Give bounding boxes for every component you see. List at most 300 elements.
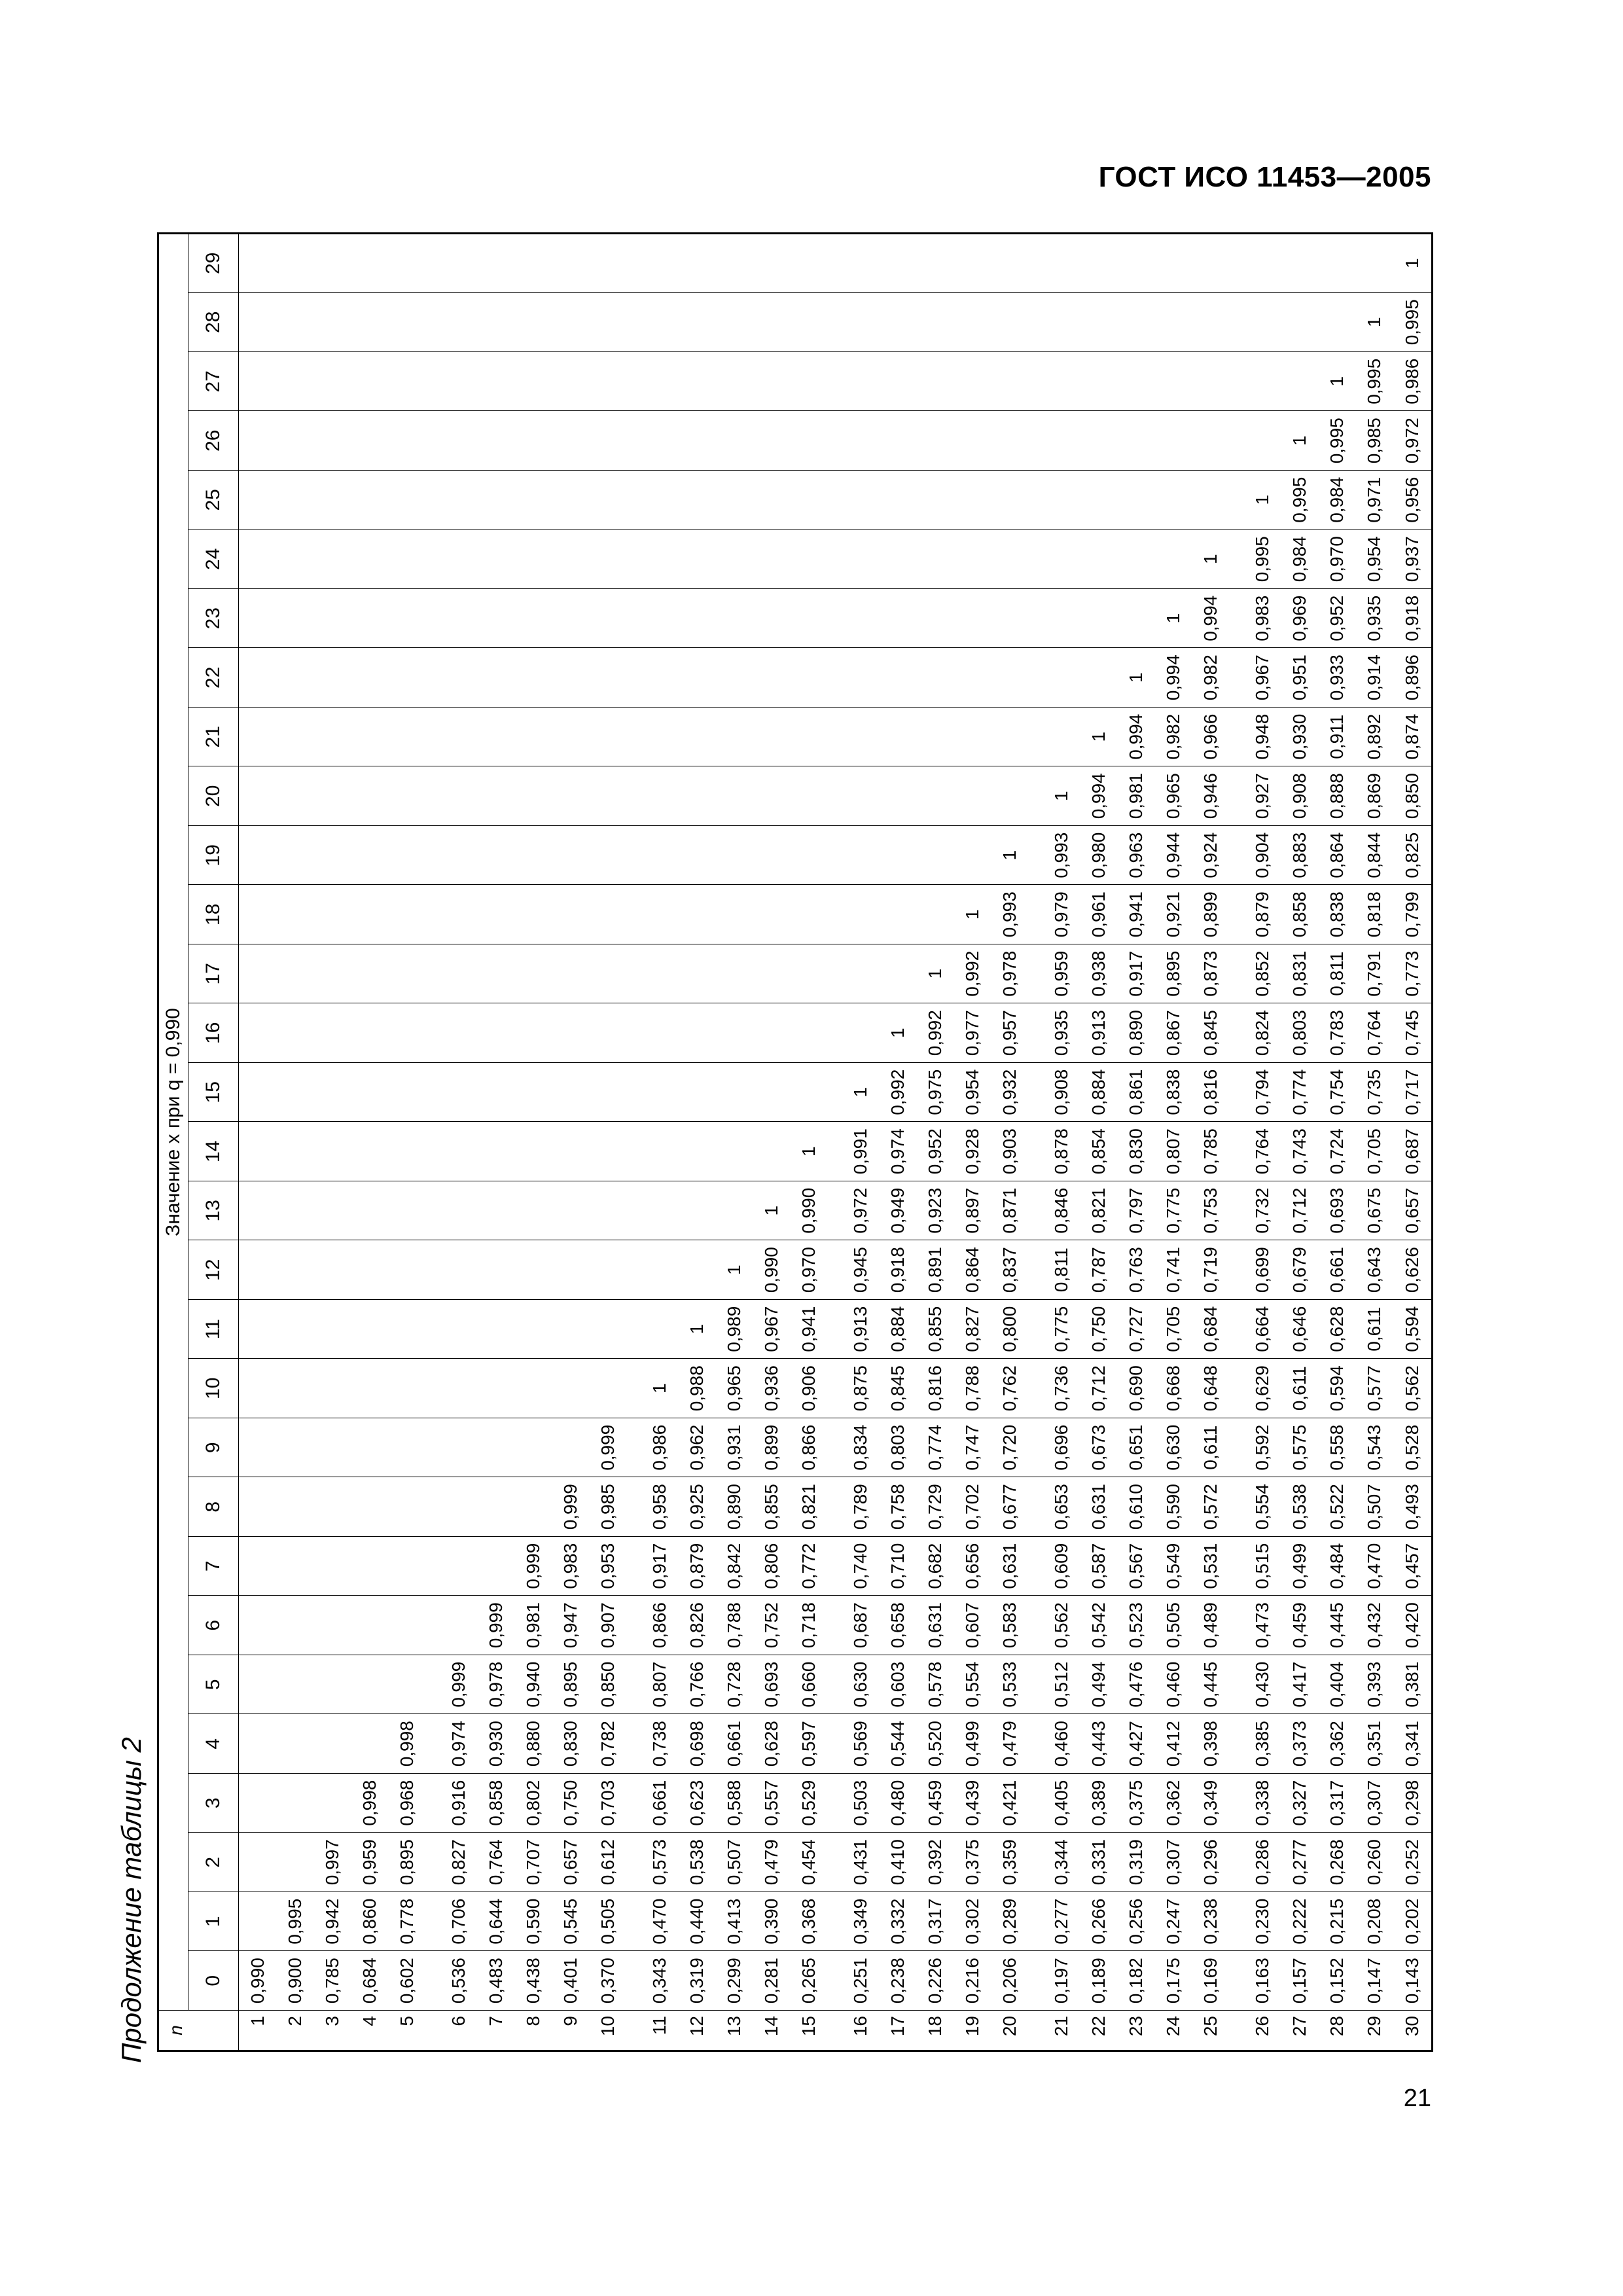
value-cell: 0,933	[1318, 648, 1355, 708]
value-cell	[954, 648, 991, 708]
value-cell	[879, 766, 916, 826]
table-row	[276, 234, 313, 2051]
value-cell: 0,937	[1393, 529, 1432, 589]
value-cell	[879, 589, 916, 649]
value-cell	[715, 1181, 753, 1241]
value-cell: 0,978	[991, 944, 1028, 1004]
value-cell	[916, 708, 954, 767]
quantile-table	[157, 232, 1433, 2052]
value-cell	[351, 471, 388, 530]
value-cell: 0,998	[388, 1714, 425, 1774]
value-cell: 0,479	[753, 1833, 790, 1892]
value-cell: 0,845	[1192, 1003, 1229, 1063]
value-cell	[351, 1240, 388, 1300]
value-cell	[276, 1181, 313, 1241]
value-cell: 1	[1318, 352, 1355, 412]
value-cell	[388, 648, 425, 708]
row-n-cell: 15	[790, 2011, 827, 2051]
value-cell: 1	[1080, 708, 1117, 767]
column-header-k: 17	[188, 944, 239, 1004]
value-cell: 0,677	[991, 1477, 1028, 1537]
value-cell	[641, 944, 678, 1004]
value-cell	[477, 411, 514, 471]
value-cell	[440, 766, 477, 826]
table-row	[678, 234, 715, 2051]
value-cell	[916, 352, 954, 412]
value-cell: 0,974	[440, 1714, 477, 1774]
value-cell	[954, 529, 991, 589]
table-row	[388, 234, 425, 2051]
value-cell	[641, 648, 678, 708]
value-cell	[589, 234, 626, 293]
value-cell: 0,630	[1154, 1418, 1192, 1478]
value-cell	[388, 1477, 425, 1537]
value-cell	[388, 944, 425, 1004]
value-cell	[753, 234, 790, 293]
value-cell: 0,999	[589, 1418, 626, 1478]
value-cell	[388, 1181, 425, 1241]
column-header-k: 12	[188, 1240, 239, 1300]
value-cell: 0,569	[842, 1714, 879, 1774]
table-row	[552, 234, 589, 2051]
value-cell	[313, 471, 351, 530]
value-cell	[239, 1537, 277, 1596]
value-cell: 0,999	[552, 1477, 589, 1537]
value-cell: 0,507	[715, 1833, 753, 1892]
value-cell	[1043, 529, 1080, 589]
value-cell	[589, 648, 626, 708]
value-cell: 1	[991, 826, 1028, 886]
value-cell: 0,878	[1043, 1122, 1080, 1181]
column-header-k: 14	[188, 1122, 239, 1181]
column-header-k: 27	[188, 352, 239, 412]
value-cell	[589, 352, 626, 412]
value-cell: 0,375	[1117, 1774, 1154, 1833]
value-cell	[388, 471, 425, 530]
row-n-cell: 5	[388, 2011, 425, 2051]
value-cell: 0,684	[1192, 1300, 1229, 1359]
value-cell	[440, 1122, 477, 1181]
value-cell: 0,977	[954, 1003, 991, 1063]
value-cell: 0,717	[1393, 1063, 1432, 1122]
value-cell: 0,594	[1393, 1300, 1432, 1359]
value-cell: 0,825	[1393, 826, 1432, 886]
value-cell: 0,811	[1043, 1240, 1080, 1300]
value-cell	[313, 944, 351, 1004]
value-cell: 0,972	[1393, 411, 1432, 471]
value-cell: 0,307	[1154, 1833, 1192, 1892]
value-cell	[589, 411, 626, 471]
value-cell: 0,577	[1355, 1359, 1393, 1418]
value-cell	[552, 885, 589, 944]
value-cell	[589, 1240, 626, 1300]
value-cell: 0,741	[1154, 1240, 1192, 1300]
value-cell: 0,816	[916, 1359, 954, 1418]
value-cell	[477, 1181, 514, 1241]
row-n-cell: 16	[842, 2011, 879, 2051]
value-cell	[477, 944, 514, 1004]
value-cell	[954, 352, 991, 412]
value-cell: 0,281	[753, 1951, 790, 2011]
value-cell: 0,753	[1192, 1181, 1229, 1241]
value-cell: 0,299	[715, 1951, 753, 2011]
value-cell: 0,362	[1318, 1714, 1355, 1774]
table-row	[842, 234, 879, 2051]
value-cell: 0,331	[1080, 1833, 1117, 1892]
value-cell: 0,785	[313, 1951, 351, 2011]
value-cell: 0,974	[879, 1122, 916, 1181]
value-cell: 0,995	[276, 1892, 313, 1952]
table-row	[753, 234, 790, 2051]
value-cell: 0,457	[1393, 1537, 1432, 1596]
value-cell: 0,890	[1117, 1003, 1154, 1063]
value-cell	[1355, 234, 1393, 293]
value-cell: 0,774	[916, 1418, 954, 1478]
value-cell: 0,216	[954, 1951, 991, 2011]
value-cell: 0,298	[1393, 1774, 1432, 1833]
value-cell	[916, 648, 954, 708]
value-cell: 0,981	[1117, 766, 1154, 826]
value-cell	[440, 1181, 477, 1241]
value-cell	[440, 1003, 477, 1063]
value-cell: 0,995	[1318, 411, 1355, 471]
value-cell: 0,789	[842, 1477, 879, 1537]
value-cell	[313, 1240, 351, 1300]
value-cell	[589, 885, 626, 944]
row-n-cell: 29	[1355, 2011, 1393, 2051]
value-cell	[589, 1300, 626, 1359]
value-cell	[790, 1063, 827, 1122]
value-cell	[313, 1537, 351, 1596]
value-cell: 1	[753, 1181, 790, 1241]
value-cell	[276, 1300, 313, 1359]
value-cell	[313, 529, 351, 589]
table-row	[790, 234, 827, 2051]
value-cell	[313, 1181, 351, 1241]
value-cell: 0,693	[753, 1655, 790, 1715]
value-cell: 0,628	[753, 1714, 790, 1774]
value-cell	[715, 293, 753, 352]
value-cell: 0,961	[1080, 885, 1117, 944]
value-cell	[954, 471, 991, 530]
value-cell	[641, 471, 678, 530]
value-cell: 0,661	[715, 1714, 753, 1774]
value-cell	[678, 885, 715, 944]
value-cell: 0,661	[1318, 1240, 1355, 1300]
value-cell: 0,718	[790, 1596, 827, 1655]
value-cell	[276, 411, 313, 471]
value-cell: 0,995	[1281, 471, 1318, 530]
value-cell: 0,702	[954, 1477, 991, 1537]
value-cell: 0,778	[388, 1892, 425, 1952]
row-n-cell: 19	[954, 2011, 991, 2051]
value-cell	[239, 826, 277, 886]
value-cell: 0,443	[1080, 1714, 1117, 1774]
value-cell	[313, 826, 351, 886]
value-cell: 0,206	[991, 1951, 1028, 2011]
value-cell: 0,895	[552, 1655, 589, 1715]
value-cell	[239, 234, 277, 293]
value-cell: 1	[842, 1063, 879, 1122]
value-cell: 0,900	[276, 1951, 313, 2011]
value-cell: 0,999	[477, 1596, 514, 1655]
value-cell: 0,572	[1192, 1477, 1229, 1537]
value-cell: 0,567	[1117, 1537, 1154, 1596]
value-cell: 0,479	[991, 1714, 1028, 1774]
value-header: Значение x при q = 0,990	[158, 234, 188, 2011]
value-cell: 0,994	[1192, 589, 1229, 649]
value-cell	[552, 411, 589, 471]
value-cell	[879, 234, 916, 293]
value-cell: 0,983	[552, 1537, 589, 1596]
value-cell	[1117, 234, 1154, 293]
value-cell	[916, 589, 954, 649]
value-cell	[313, 1418, 351, 1478]
value-cell: 0,265	[790, 1951, 827, 2011]
value-cell	[239, 1359, 277, 1418]
row-n-cell: 23	[1117, 2011, 1154, 2051]
value-cell	[879, 648, 916, 708]
table-row	[1117, 234, 1154, 2051]
value-cell	[313, 1714, 351, 1774]
row-group-spacer	[1028, 234, 1043, 2051]
value-cell	[641, 1300, 678, 1359]
value-cell: 0,942	[313, 1892, 351, 1952]
value-cell	[991, 234, 1028, 293]
value-cell	[313, 1774, 351, 1833]
value-cell	[1154, 411, 1192, 471]
value-cell	[916, 766, 954, 826]
value-cell: 0,738	[641, 1714, 678, 1774]
value-cell	[954, 826, 991, 886]
value-cell	[1243, 352, 1281, 412]
value-cell	[239, 1655, 277, 1715]
value-cell	[1043, 234, 1080, 293]
value-cell: 1	[879, 1003, 916, 1063]
value-cell: 0,268	[1318, 1833, 1355, 1892]
value-cell: 0,845	[879, 1359, 916, 1418]
value-cell	[351, 1477, 388, 1537]
value-cell: 0,631	[916, 1596, 954, 1655]
value-cell	[753, 766, 790, 826]
value-cell: 0,512	[1043, 1655, 1080, 1715]
value-cell	[1080, 293, 1117, 352]
value-cell: 1	[1154, 589, 1192, 649]
value-cell	[514, 293, 552, 352]
value-cell: 0,947	[552, 1596, 589, 1655]
value-cell: 0,954	[1355, 529, 1393, 589]
value-cell	[239, 352, 277, 412]
value-cell: 0,644	[477, 1892, 514, 1952]
value-cell: 0,341	[1393, 1714, 1432, 1774]
value-cell: 0,752	[753, 1596, 790, 1655]
value-cell	[790, 766, 827, 826]
value-cell	[1117, 293, 1154, 352]
value-cell	[514, 589, 552, 649]
value-cell	[514, 944, 552, 1004]
value-cell	[790, 471, 827, 530]
value-cell	[790, 1003, 827, 1063]
value-cell	[842, 648, 879, 708]
value-cell	[276, 1774, 313, 1833]
column-header-k: 23	[188, 589, 239, 649]
value-cell: 0,745	[1393, 1003, 1432, 1063]
value-cell: 0,774	[1281, 1063, 1318, 1122]
value-cell	[239, 1596, 277, 1655]
value-cell: 0,657	[552, 1833, 589, 1892]
value-cell: 0,594	[1318, 1359, 1355, 1418]
value-cell: 0,459	[916, 1774, 954, 1833]
value-cell: 0,222	[1281, 1892, 1318, 1952]
value-cell	[916, 471, 954, 530]
value-cell: 0,864	[954, 1240, 991, 1300]
value-cell	[239, 1300, 277, 1359]
value-cell	[678, 411, 715, 471]
row-n-cell: 10	[589, 2011, 626, 2051]
value-cell	[388, 826, 425, 886]
value-cell	[753, 529, 790, 589]
value-cell	[388, 1240, 425, 1300]
value-cell: 0,975	[916, 1063, 954, 1122]
value-cell	[477, 1418, 514, 1478]
value-cell: 0,664	[1243, 1300, 1281, 1359]
value-cell: 0,385	[1243, 1714, 1281, 1774]
value-cell: 0,319	[678, 1951, 715, 2011]
value-cell	[351, 944, 388, 1004]
column-header-k: 4	[188, 1714, 239, 1774]
value-cell	[388, 1418, 425, 1478]
value-cell	[790, 589, 827, 649]
value-cell: 0,883	[1281, 826, 1318, 886]
value-cell	[991, 589, 1028, 649]
value-cell: 0,990	[239, 1951, 277, 2011]
value-cell: 0,895	[1154, 944, 1192, 1004]
value-cell	[239, 708, 277, 767]
value-cell: 0,573	[641, 1833, 678, 1892]
value-cell: 0,990	[790, 1181, 827, 1241]
value-cell: 0,858	[1281, 885, 1318, 944]
value-cell	[440, 944, 477, 1004]
value-cell: 0,277	[1043, 1892, 1080, 1952]
value-cell	[351, 1063, 388, 1122]
value-cell: 0,949	[879, 1181, 916, 1241]
value-cell: 0,984	[1318, 471, 1355, 530]
table-row	[641, 234, 678, 2051]
value-cell: 0,788	[954, 1359, 991, 1418]
value-cell: 0,712	[1080, 1359, 1117, 1418]
value-cell	[1117, 529, 1154, 589]
value-cell: 0,588	[715, 1774, 753, 1833]
value-cell: 0,208	[1355, 1892, 1393, 1952]
value-cell: 0,803	[1281, 1003, 1318, 1063]
value-cell: 0,693	[1318, 1181, 1355, 1241]
value-cell	[552, 234, 589, 293]
row-n-cell: 18	[916, 2011, 954, 2051]
value-cell: 0,712	[1281, 1181, 1318, 1241]
value-cell: 0,690	[1117, 1359, 1154, 1418]
value-cell: 0,918	[1393, 589, 1432, 649]
value-cell: 0,612	[589, 1833, 626, 1892]
value-cell: 0,499	[954, 1714, 991, 1774]
value-cell	[1117, 411, 1154, 471]
value-cell	[440, 1596, 477, 1655]
value-cell: 0,788	[715, 1596, 753, 1655]
column-header-k: 11	[188, 1300, 239, 1359]
value-cell	[678, 708, 715, 767]
column-header-k: 20	[188, 766, 239, 826]
value-cell	[1080, 648, 1117, 708]
value-cell: 0,806	[753, 1537, 790, 1596]
row-n-cell: 26	[1243, 2011, 1281, 2051]
value-cell	[313, 352, 351, 412]
value-cell	[589, 1063, 626, 1122]
value-cell	[1080, 352, 1117, 412]
value-cell: 0,750	[552, 1774, 589, 1833]
value-cell: 1	[1043, 766, 1080, 826]
value-cell: 0,930	[1281, 708, 1318, 767]
value-cell	[514, 766, 552, 826]
value-cell: 0,838	[1154, 1063, 1192, 1122]
value-cell	[678, 529, 715, 589]
value-cell	[388, 1655, 425, 1715]
value-cell	[954, 234, 991, 293]
value-cell: 0,959	[1043, 944, 1080, 1004]
value-cell	[351, 1300, 388, 1359]
value-cell: 0,957	[991, 1003, 1028, 1063]
value-cell: 0,607	[954, 1596, 991, 1655]
value-cell: 0,656	[954, 1537, 991, 1596]
value-cell	[842, 293, 879, 352]
value-cell	[239, 1892, 277, 1952]
value-cell: 0,483	[477, 1951, 514, 2011]
value-cell	[440, 1477, 477, 1537]
value-cell: 0,797	[1117, 1181, 1154, 1241]
value-cell	[552, 708, 589, 767]
value-cell: 0,578	[916, 1655, 954, 1715]
value-cell	[388, 293, 425, 352]
value-cell	[879, 826, 916, 886]
value-cell: 0,515	[1243, 1537, 1281, 1596]
value-cell	[1080, 529, 1117, 589]
value-cell: 0,906	[790, 1359, 827, 1418]
value-cell	[753, 885, 790, 944]
value-cell: 0,952	[916, 1122, 954, 1181]
value-cell	[477, 589, 514, 649]
value-cell: 0,993	[1043, 826, 1080, 886]
value-cell: 0,401	[552, 1951, 589, 2011]
value-cell	[753, 1063, 790, 1122]
value-cell: 0,816	[1192, 1063, 1229, 1122]
value-cell	[276, 1359, 313, 1418]
row-n-cell: 3	[313, 2011, 351, 2051]
value-cell: 0,375	[954, 1833, 991, 1892]
value-cell	[388, 766, 425, 826]
value-cell: 0,995	[1393, 293, 1432, 352]
value-cell	[351, 648, 388, 708]
value-cell: 0,583	[991, 1596, 1028, 1655]
value-cell: 0,773	[1393, 944, 1432, 1004]
value-cell	[440, 589, 477, 649]
value-cell	[753, 411, 790, 471]
value-cell: 0,932	[991, 1063, 1028, 1122]
value-cell: 0,157	[1281, 1951, 1318, 2011]
value-cell	[1192, 293, 1229, 352]
value-cell	[678, 826, 715, 886]
table-row	[477, 234, 514, 2051]
value-cell: 0,728	[715, 1655, 753, 1715]
value-cell	[641, 411, 678, 471]
value-cell: 1	[1355, 293, 1393, 352]
